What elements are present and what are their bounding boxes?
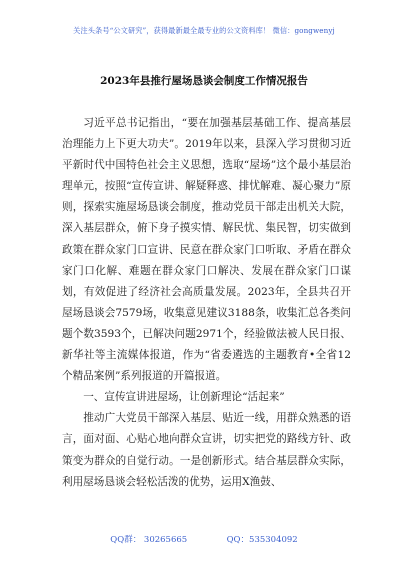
footer-contact — [0, 533, 408, 545]
paragraph-section-1: 推动广大党员干部深入基层、贴近一线，用群众熟悉的语言，面对面、心贴心地向群众宣讲，切实把党的路线方针、政策变为群众的自觉行动。一是创新形式。结合基层群众实际，利用屋场恳谈会轻松活泼的优势，运用X渔鼓、 — [62, 412, 351, 488]
section-heading-1: 一、宣传宣讲进屋场，让创新理论“活起来” — [83, 391, 285, 404]
document-body — [62, 113, 351, 493]
footer-qq-group: QQ群： 30265665 — [110, 535, 188, 545]
footer-qq: QQ：535304092 — [226, 535, 298, 545]
header-promo-note: 关注头条号“公文研究”，获得最新最全最专业的公文资料库！ 微信：gongwenyj — [73, 26, 335, 35]
paragraph-intro: 习近平总书记指出，“要在加强基层基础工作、提高基层治理能力上下更大功夫”。2019年以来，县深入学习贯彻习近平新时代中国特色社会主义思想，选取“屋场”这个最小基层治理单元，按照“宣传宣讲、解疑释惑、排忧解难、凝心聚力”原则，探索实施屋场恳谈会制度，推动党员干部走出机关大院，深入基层群众，俯下身子摸实情、解民忧、集民智，切实做到政策在群众家门口宣讲、民意在群众家门口听取、矛盾在群众家门口化解、难题在群众家门口解决、发展在群众家门口谋划，有效促进了经济社会高质量发展。2023年，全县共召开屋场恳谈会7579场，收集意见建议3188条，收集汇总各类问题个数3593个，已解决问题2971个，经验做法被人民日报、新华社等主流媒体报道，作为“省委遴选的主题教育•全省12个精品案例”系列报道的开篇报道。 — [62, 117, 351, 383]
document-title: 2023年县推行屋场恳谈会制度工作情况报告 — [100, 75, 308, 87]
